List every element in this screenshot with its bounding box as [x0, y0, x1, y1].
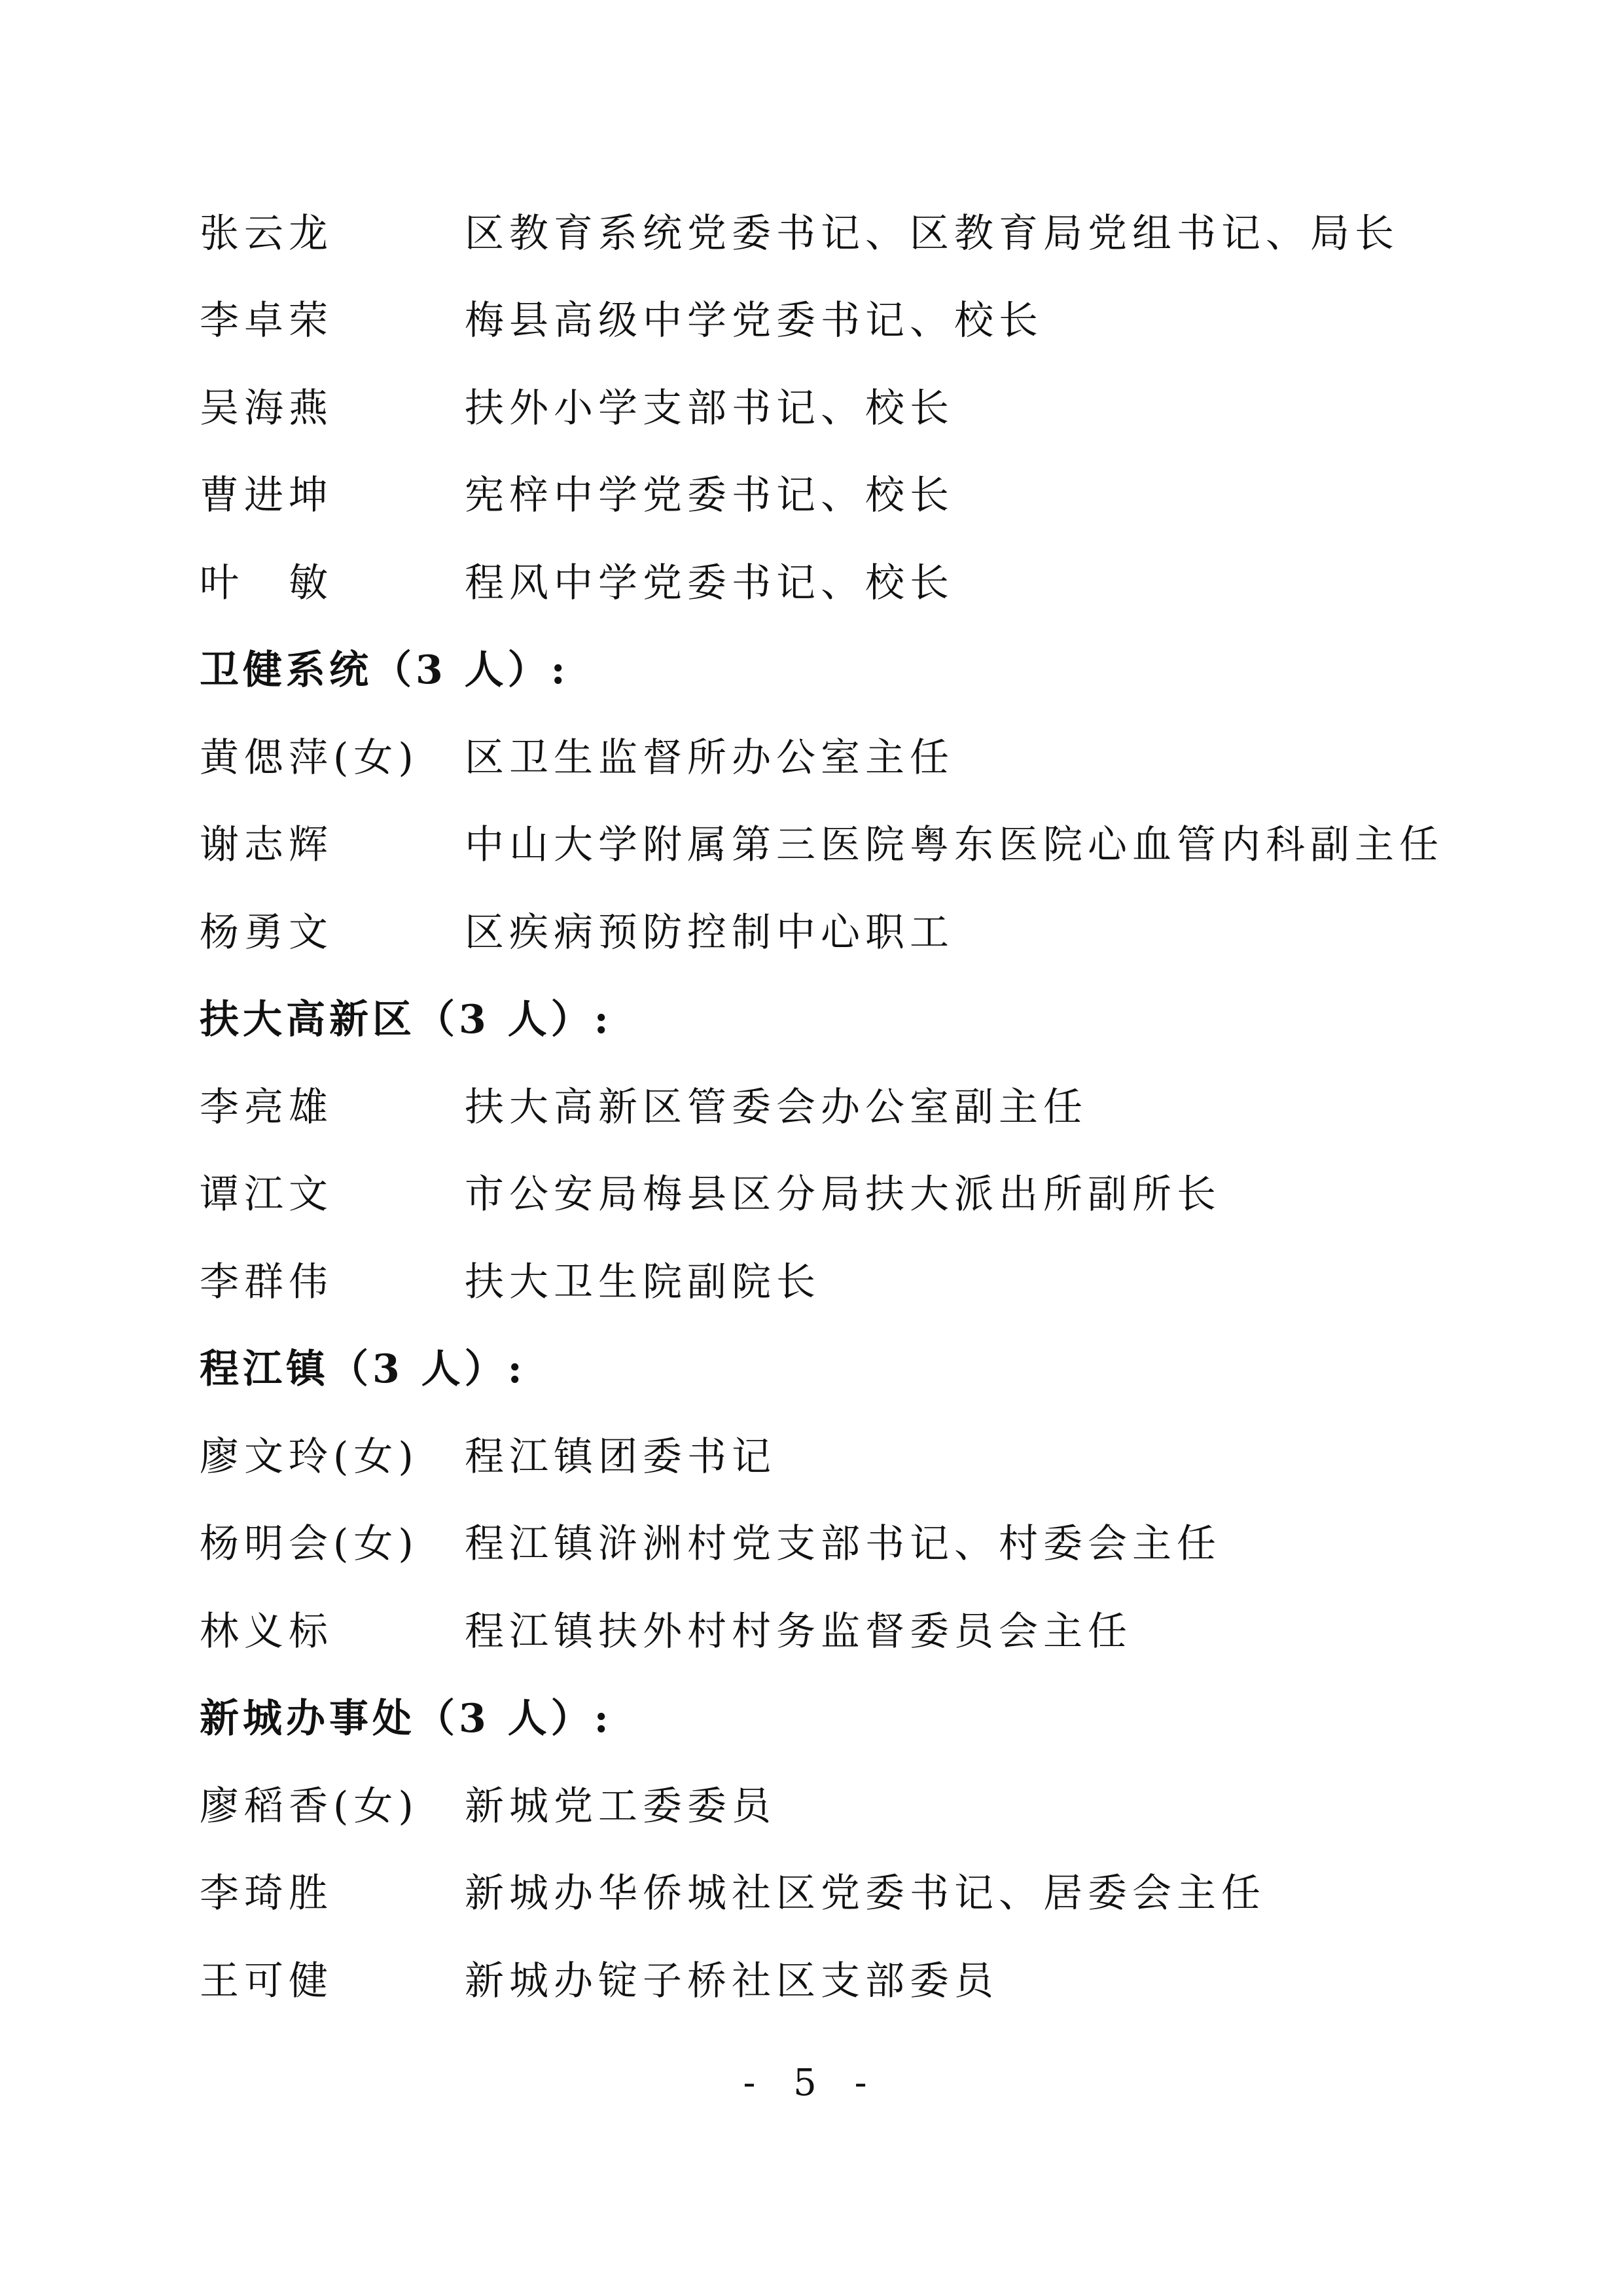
member-role: 新城办锭子桥社区支部委员: [465, 1958, 999, 2004]
member-role: 中山大学附属第三医院粤东医院心血管内科副主任: [465, 822, 1444, 869]
member-role: 区教育系统党委书记、区教育局党组书记、局长: [465, 210, 1399, 257]
member-name: 叶 敏: [200, 560, 333, 606]
member-name: 李亮雄: [200, 1084, 333, 1130]
member-name: 张云龙: [200, 210, 333, 257]
list-item: [200, 452, 1443, 540]
list-item: [200, 889, 1443, 977]
member-name: 谢志辉: [200, 822, 333, 869]
member-role: 宪梓中学党委书记、校长: [465, 473, 954, 519]
member-role: 区疾病预防控制中心职工: [465, 909, 954, 956]
member-name: 廖稻香(女): [200, 1783, 419, 1829]
list-item: [200, 1151, 1443, 1239]
member-role: 梅县高级中学党委书记、校长: [465, 298, 1043, 344]
member-name: 杨明会(女): [200, 1521, 419, 1568]
member-role: 程江镇浒洲村党支部书记、村委会主任: [465, 1521, 1221, 1568]
member-name: 王可健: [200, 1958, 333, 2004]
member-name: 李卓荣: [200, 298, 333, 344]
member-role: 扶外小学支部书记、校长: [465, 385, 954, 431]
list-item: [200, 1763, 1443, 1850]
member-role: 程江镇扶外村村务监督委员会主任: [465, 1608, 1132, 1655]
list-item: [200, 802, 1443, 889]
section-heading: 扶大高新区（3 人）:: [200, 997, 613, 1043]
section-heading: 新城办事处（3 人）:: [200, 1696, 613, 1742]
member-name: 林义标: [200, 1608, 333, 1655]
member-role: 程风中学党委书记、校长: [465, 560, 954, 606]
list-item: [200, 365, 1443, 452]
section-heading: 程江镇（3 人）:: [200, 1346, 526, 1393]
page-number: - 5 -: [743, 2062, 880, 2104]
member-role: 程江镇团委书记: [465, 1433, 776, 1480]
list-item: [200, 714, 1443, 802]
member-name: 李群伟: [200, 1259, 333, 1305]
list-item: [200, 278, 1443, 365]
member-role: 新城党工委委员: [465, 1783, 776, 1829]
list-item: [200, 1064, 1443, 1151]
member-name: 吴海燕: [200, 385, 333, 431]
member-role: 区卫生监督所办公室主任: [465, 734, 954, 781]
section-heading: 卫健系统（3 人）:: [200, 647, 569, 694]
list-item: [200, 1413, 1443, 1501]
list-item: [200, 1850, 1443, 1938]
list-item: [200, 1588, 1443, 1676]
list-item: [200, 190, 1443, 278]
member-role: 扶大卫生院副院长: [465, 1259, 821, 1305]
list-item: [200, 1937, 1443, 2025]
member-role: 市公安局梅县区分局扶大派出所副所长: [465, 1172, 1221, 1218]
member-name: 李琦胜: [200, 1871, 333, 1917]
member-name: 曹进坤: [200, 473, 333, 519]
member-role: 扶大高新区管委会办公室副主任: [465, 1084, 1088, 1130]
member-name: 杨勇文: [200, 909, 333, 956]
list-item: [200, 1238, 1443, 1326]
list-item: [200, 539, 1443, 627]
member-role: 新城办华侨城社区党委书记、居委会主任: [465, 1871, 1266, 1917]
member-name: 黄偲萍(女): [200, 734, 419, 781]
member-name: 廖文玲(女): [200, 1433, 419, 1480]
list-item: [200, 1501, 1443, 1588]
member-name: 谭江文: [200, 1172, 333, 1218]
member-list: [200, 190, 1443, 2025]
